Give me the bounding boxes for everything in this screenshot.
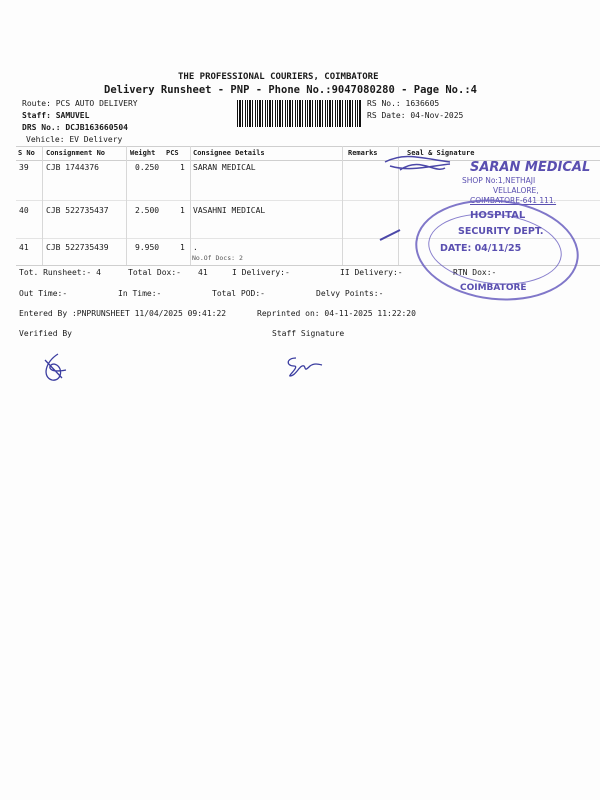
- delvy-points: Delvy Points:-: [316, 289, 384, 298]
- i-delivery: I Delivery:-: [232, 268, 290, 277]
- rs-number: RS No.: 1636605: [367, 99, 440, 108]
- row-pcs: 1: [180, 163, 185, 172]
- col-seal: Seal & Signature: [407, 149, 475, 157]
- barcode: [237, 100, 362, 127]
- verified-by: Verified By: [19, 329, 72, 338]
- total-dox-label: Total Dox:-: [128, 268, 181, 277]
- row-consignment: CJB 522735439: [46, 243, 109, 252]
- row-pcs: 1: [180, 243, 185, 252]
- route: Route: PCS AUTO DELIVERY: [22, 99, 138, 108]
- row-consignment: CJB 1744376: [46, 163, 99, 172]
- shop-stamp-addr2: VELLALORE,: [493, 186, 539, 195]
- runsheet-subtitle: Delivery Runsheet - PNP - Phone No.:9047080280 - Page No.:4: [104, 84, 477, 96]
- shop-stamp-name: SARAN MEDICAL: [470, 160, 591, 175]
- col-consignment: Consignment No: [46, 149, 106, 157]
- ii-delivery: II Delivery:-: [340, 268, 403, 277]
- col-consignee: Consignee Details: [193, 149, 265, 157]
- row-consignee: .: [193, 243, 198, 252]
- row-weight: 9.950: [135, 243, 160, 252]
- pen-mark: [378, 228, 403, 243]
- col-sno: S No: [18, 149, 35, 157]
- row-consignee: VASAHNI MEDICAL: [193, 206, 266, 215]
- staff: Staff: SAMUVEL: [22, 111, 90, 120]
- verifier-signature: [40, 352, 70, 384]
- total-pod: Total POD:-: [212, 289, 265, 298]
- seal-date-text: DATE: 04/11/25: [440, 243, 522, 254]
- rs-date: RS Date: 04-Nov-2025: [367, 111, 464, 120]
- drs-number: DRS No.: DCJB163660504: [22, 123, 128, 132]
- col-remarks: Remarks: [348, 149, 378, 157]
- col-pcs: PCS: [166, 149, 179, 157]
- entered-by: Entered By :PNPRUNSHEET 11/04/2025 09:41:22: [19, 309, 227, 318]
- out-time: Out Time:-: [19, 289, 68, 298]
- seal-signature: [380, 150, 460, 180]
- seal-bottom-text: COIMBATORE: [460, 283, 527, 293]
- row-sno: 39: [19, 163, 29, 172]
- company-title: THE PROFESSIONAL COURIERS, COIMBATORE: [178, 72, 379, 82]
- row-sno: 41: [19, 243, 29, 252]
- vehicle: Vehicle: EV Delivery: [26, 135, 123, 144]
- shop-stamp-addr1: SHOP No:1,NETHAJI: [462, 176, 536, 185]
- row-consignee: SARAN MEDICAL: [193, 163, 256, 172]
- row-weight: 2.500: [135, 206, 160, 215]
- col-weight: Weight: [130, 149, 156, 157]
- reprinted-on: Reprinted on: 04-11-2025 11:22:20: [257, 309, 416, 318]
- staff-signature: [284, 354, 324, 380]
- rtn-dox: RTN Dox:-: [453, 268, 497, 277]
- staff-signature-label: Staff Signature: [272, 329, 345, 338]
- row-pcs: 1: [180, 206, 185, 215]
- seal-top-text: HOSPITAL: [470, 210, 526, 221]
- row-consignment: CJB 522735437: [46, 206, 109, 215]
- row-weight: 0.250: [135, 163, 160, 172]
- row-docs: No.Of Docs: 2: [192, 254, 243, 262]
- in-time: In Time:-: [118, 289, 162, 298]
- row-sno: 40: [19, 206, 29, 215]
- total-dox-value: 41: [198, 268, 208, 277]
- seal-mid-text: SECURITY DEPT.: [458, 226, 544, 237]
- tot-runsheet: Tot. Runsheet:- 4: [19, 268, 101, 277]
- shop-stamp-addr3: COIMBATORE-641 111.: [470, 196, 557, 205]
